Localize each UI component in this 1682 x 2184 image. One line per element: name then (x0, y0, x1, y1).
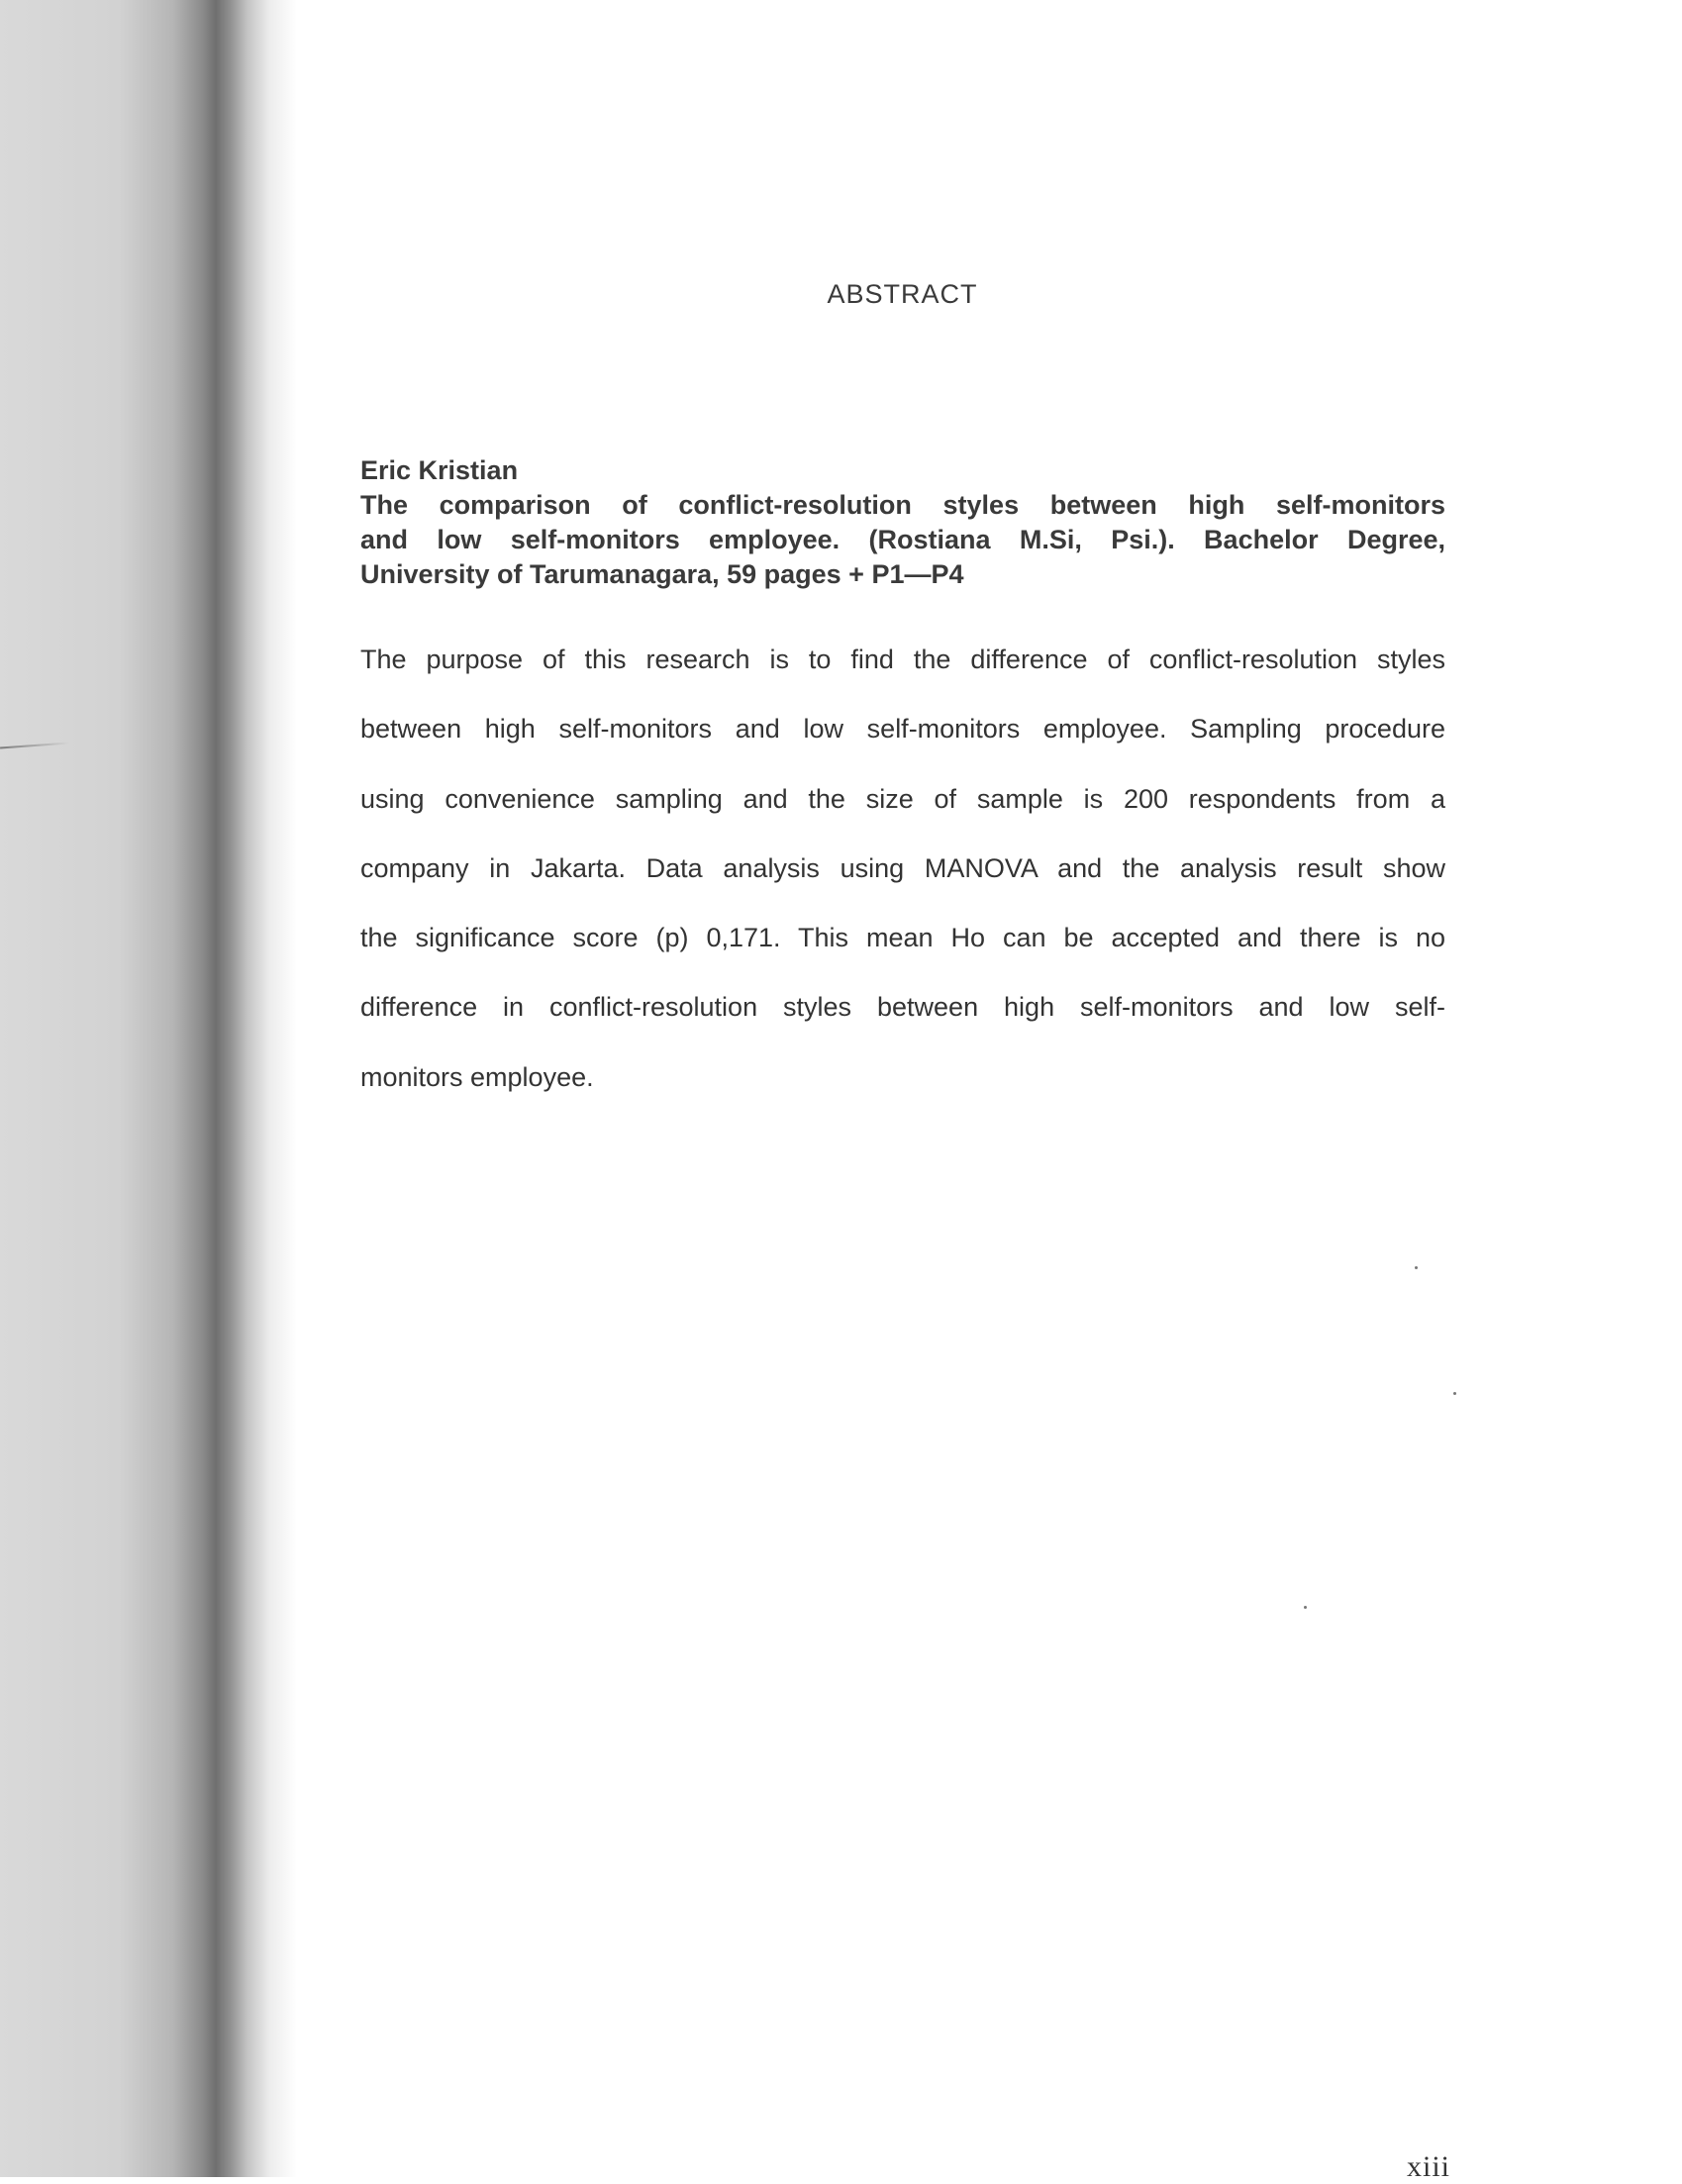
author-name: Eric Kristian (360, 455, 519, 485)
scan-speck (1415, 1266, 1418, 1269)
scan-speck (1304, 1606, 1307, 1609)
abstract-paragraph (360, 625, 1445, 1112)
citation-line: University of Tarumanagara, 59 pages + P1—P4 (360, 559, 964, 589)
body-line: monitors employee. (360, 1061, 594, 1092)
page-number: xiii (1406, 2150, 1450, 2183)
body-line: the significance score (p) 0,171. This mean Ho can be accepted and there is no (360, 923, 1445, 953)
citation-line: and low self-monitors employee. (Rostiana M.Si, Psi.). Bachelor Degree, (360, 525, 1445, 554)
body-line: The purpose of this research is to find the difference of conflict-resolution styles (360, 645, 1445, 674)
page-title: ABSTRACT (827, 279, 978, 309)
body-line: difference in conflict-resolution styles between high self-monitors and low self- (360, 992, 1445, 1023)
thesis-citation (360, 488, 1445, 592)
body-line: company in Jakarta. Data analysis using MANOVA and the analysis result show (360, 852, 1445, 883)
citation-line: The comparison of conflict-resolution styles between high self-monitors (360, 490, 1445, 520)
scan-speck (1453, 1392, 1456, 1395)
thesis-heading (360, 453, 1445, 592)
body-line: between high self-monitors and low self-monitors employee. Sampling procedure (360, 714, 1445, 745)
body-line: using convenience sampling and the size of sample is 200 respondents from a (360, 783, 1445, 814)
